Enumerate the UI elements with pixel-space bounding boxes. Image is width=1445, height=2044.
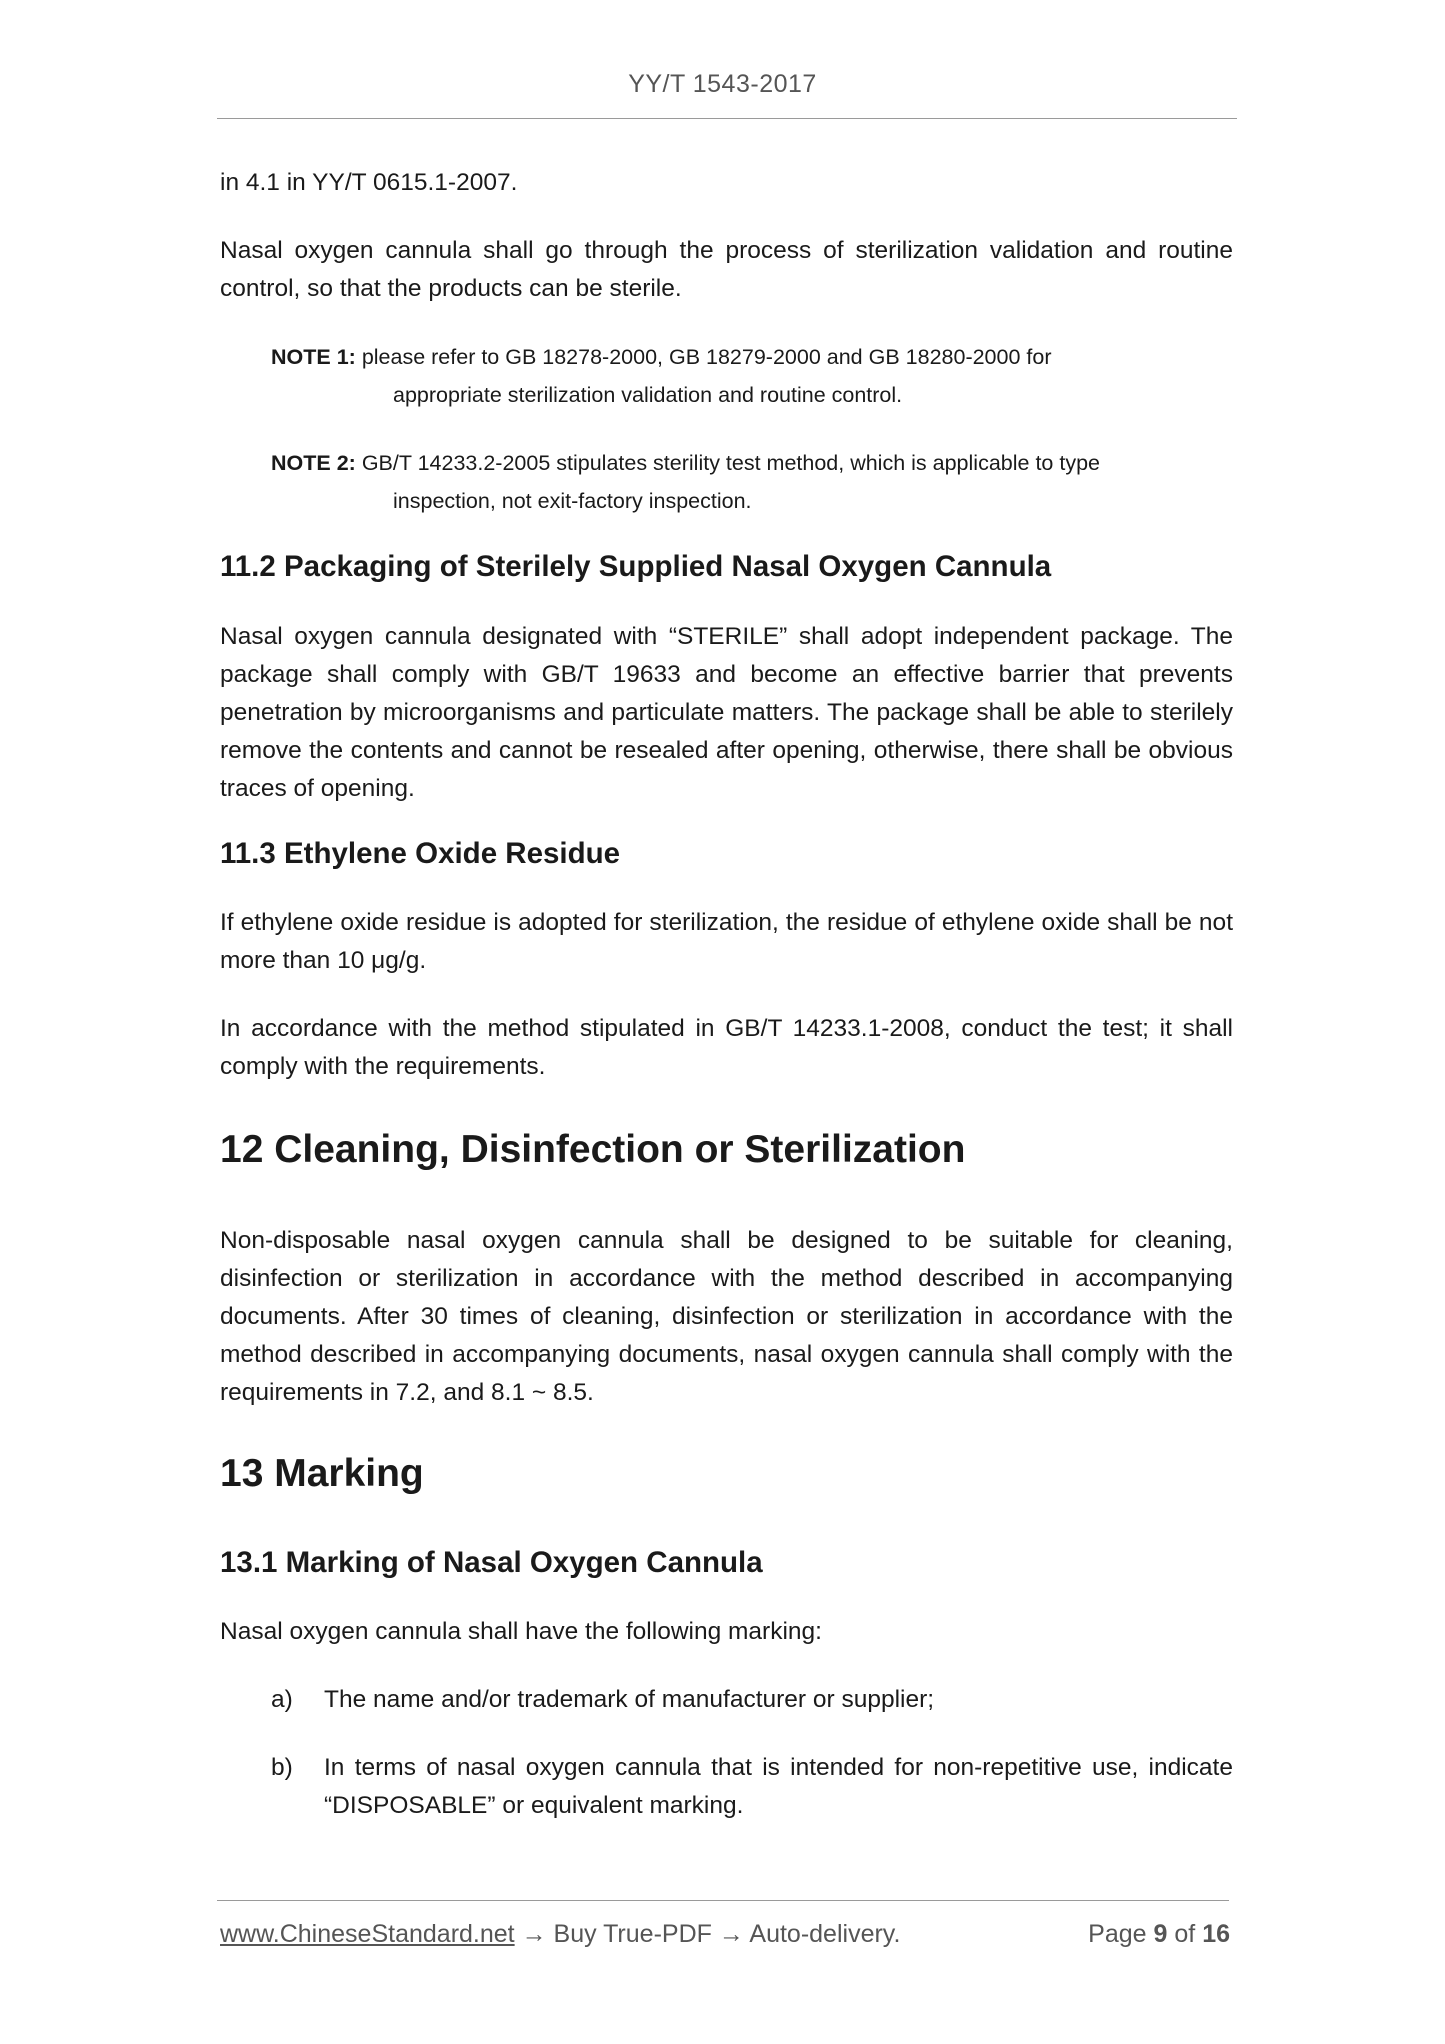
footer-tagline: → Buy True-PDF → Auto-delivery. <box>514 1920 901 1948</box>
header-title: YY/T 1543-2017 <box>628 70 817 98</box>
page-number: 9 <box>1153 1920 1168 1948</box>
list-item-marker: a) <box>271 1686 293 1713</box>
note-1 <box>271 338 1233 414</box>
heading-13-1: 13.1 Marking of Nasal Oxygen Cannula <box>220 1546 763 1579</box>
heading-11-2: 11.2 Packaging of Sterilely Supplied Nasal Oxygen Cannula <box>220 550 1052 583</box>
heading-11-3: 11.3 Ethylene Oxide Residue <box>220 837 621 870</box>
footer-divider <box>217 1900 1229 1901</box>
heading-12: 12 Cleaning, Disinfection or Sterilization <box>220 1128 966 1171</box>
list-item <box>271 1749 1233 1825</box>
list-item-text: In terms of nasal oxygen cannula that is intended for non-repetitive use, indicate “DISPOSABLE” or equivalent marking. <box>324 1754 1233 1819</box>
list-item-marker: b) <box>271 1754 293 1781</box>
paragraph-sterilization: Nasal oxygen cannula shall go through the process of sterilization validation and routine control, so that the products can be sterile. <box>220 237 1233 302</box>
note-2-line1: GB/T 14233.2-2005 stipulates sterility test method, which is applicable to type <box>361 451 1100 475</box>
page-indicator <box>1088 1920 1230 1949</box>
list-item-text: The name and/or trademark of manufacturer or supplier; <box>324 1686 935 1713</box>
note-1-line1: please refer to GB 18278-2000, GB 18279-2000 and GB 18280-2000 for <box>361 345 1052 369</box>
of-word: of <box>1174 1920 1196 1948</box>
paragraph-11-3-a: If ethylene oxide residue is adopted for sterilization, the residue of ethylene oxide shall be not more than 10 μg/g. <box>220 909 1233 974</box>
footer <box>220 1920 1230 1949</box>
paragraph-13-1: Nasal oxygen cannula shall have the following marking: <box>220 1618 822 1645</box>
paragraph-intro: in 4.1 in YY/T 0615.1-2007. <box>220 169 518 196</box>
page-total: 16 <box>1202 1920 1230 1948</box>
paragraph-11-3-b: In accordance with the method stipulated in GB/T 14233.1-2008, conduct the test; it shall comply with the requirements. <box>220 1015 1233 1080</box>
list-item <box>271 1681 1233 1719</box>
note-1-line2: appropriate sterilization validation and routine control. <box>393 383 903 407</box>
header-divider <box>217 118 1237 119</box>
note-1-label: NOTE 1: <box>271 345 356 369</box>
paragraph-11-2: Nasal oxygen cannula designated with “STERILE” shall adopt independent package. The package shall comply with GB/T 19633 and become an effective barrier that prevents penetration by microorganisms and particulate matters. The package shall be able to sterilely remove the contents and cannot be resealed after opening, otherwise, there shall be obvious traces of opening. <box>220 623 1233 802</box>
note-2 <box>271 444 1233 520</box>
note-2-label: NOTE 2: <box>271 451 356 475</box>
note-2-line2: inspection, not exit-factory inspection. <box>393 489 752 513</box>
heading-13: 13 Marking <box>220 1452 424 1495</box>
paragraph-12: Non-disposable nasal oxygen cannula shall be designed to be suitable for cleaning, disinfection or sterilization in accordance with the method described in accompanying documents. After 30 times of cleaning, disinfection or sterilization in accordance with the method described in accompanying documents, nasal oxygen cannula shall comply with the requirements in 7.2, and 8.1 ~ 8.5. <box>220 1227 1233 1406</box>
footer-website-link[interactable]: www.ChineseStandard.net <box>220 1920 515 1948</box>
page-word: Page <box>1088 1920 1147 1948</box>
